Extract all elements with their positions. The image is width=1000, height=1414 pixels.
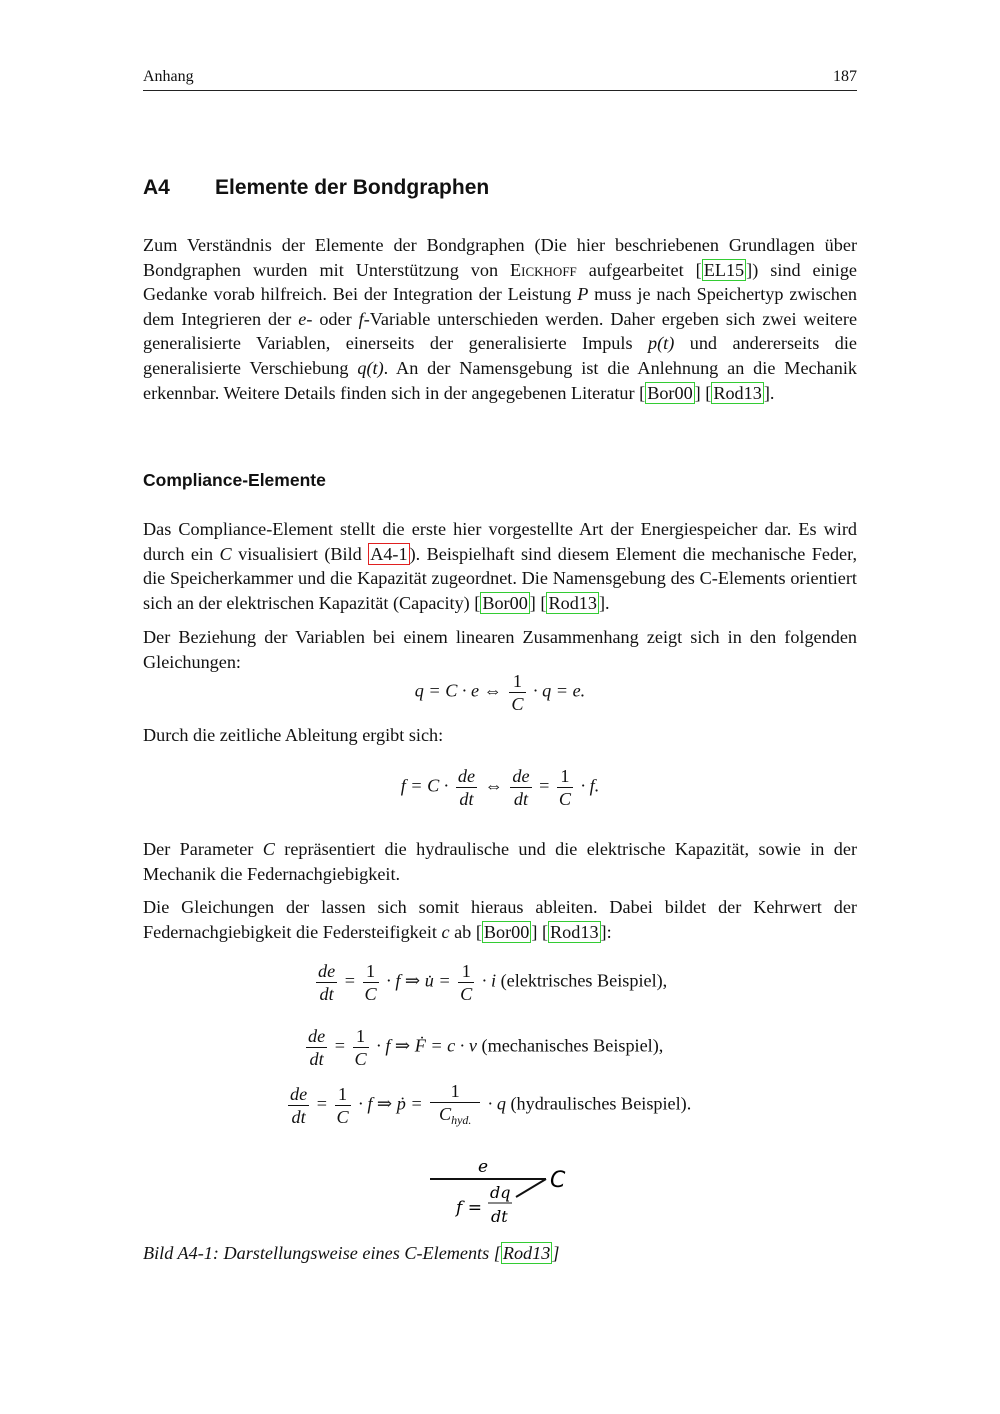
- equation-hydraulic: $\frac{de}{dt}$ = $\frac{1}{C}$ · f ⇒ ṗ = $\frac{1}{C_{hyd.}}$ · q (hydraulisches Beispiel).: [290, 1081, 692, 1127]
- header-chapter: Anhang: [143, 68, 194, 85]
- compliance-paragraph: Das Compliance-Element stellt die erste hier vorgestellte Art der Energiespeicher dar. Es wird durch ein C visualisiert (Bild A4-1 ). Beispielhaft sind diesem Element die mechanische Feder, die Speicherkammer und die Kapazität zugeordnet. Die Namensgebung des C-Elements orientiert sich an der elektrischen Kapazität (Capacity) [ Bor00 ] [ Rod13 ].: [143, 519, 857, 613]
- citation-link[interactable]: Bor00: [482, 592, 528, 613]
- relation-paragraph: Der Beziehung der Variablen bei einem linearen Zusammenhang zeigt sich in den folgenden Gleichungen:: [143, 627, 857, 672]
- subsection-heading: Compliance-Elemente: [143, 470, 326, 490]
- spring-paragraph: Die Gleichungen der lassen sich somit hieraus ableiten. Dabei bildet der Kehrwert der Federnachgiebigkeit die Federsteifigkeit c ab [ Bor00 ] [ Rod13 ]:: [143, 897, 857, 942]
- parameter-paragraph: Der Parameter C repräsentiert die hydraulische und die elektrische Kapazität, sowie in der Mechanik die Federnachgiebigkeit.: [143, 839, 858, 884]
- section-heading: [143, 176, 489, 200]
- citation-link[interactable]: Rod13: [713, 382, 762, 403]
- author-name: Eickhoff: [510, 259, 577, 280]
- bond-half-arrow: [516, 1179, 546, 1197]
- section-number: A4: [143, 176, 170, 199]
- intro-paragraph: Zum Verständnis der Elemente der Bondgraphen (Die hier beschriebenen Grundlagen über Bondgraphen wurden mit Unterstützung von Eickhoff aufgearbeitet [ EL15 ]) sind einige Gedanke vorab hilfreich. Bei der Integration der Leistung P muss je nach Speichertyp zwischen dem Integrieren der e- oder f-Variable unterschieden werden. Daher ergeben sich zwei weitere generalisierte Variablen, einerseits der generalisierte Impuls p(t) und andererseits die generalisierte Verschiebung q(t). An der Namensgebung ist die Anlehnung an die Mechanik erkennbar. Weitere Details finden sich in der angegebenen Literatur [ Bor00 ] [ Rod13 ].: [143, 235, 858, 403]
- citation-link[interactable]: Rod13: [502, 1243, 551, 1263]
- c-element-label: C: [550, 1168, 566, 1193]
- citation-link[interactable]: EL15: [703, 259, 745, 280]
- section-title: Elemente der Bondgraphen: [215, 176, 490, 199]
- c-element-figure: [428, 1152, 588, 1232]
- flow-numerator: dq: [490, 1183, 511, 1202]
- citation-link[interactable]: Rod13: [550, 921, 599, 942]
- figure-reference-link[interactable]: A4-1: [370, 543, 408, 564]
- derivative-paragraph: Durch die zeitliche Ableitung ergibt sich:: [143, 725, 444, 745]
- flow-denominator: dt: [491, 1207, 508, 1226]
- bond-graph-diagram: [428, 1152, 588, 1232]
- citation-link[interactable]: Bor00: [647, 382, 693, 403]
- equation-2: f = C · $\frac{de}{dt}$ ⇔ $\frac{de}{dt}$ = $\frac{1}{C}$ · f.: [400, 766, 600, 809]
- equation-1: q = C · e ⇔ $\frac{1}{C}$ · q = e.: [414, 671, 586, 714]
- equation-electric: $\frac{de}{dt}$ = $\frac{1}{C}$ · f ⇒ u̇ = $\frac{1}{C}$ · i (elektrisches Beispiel),: [318, 961, 668, 1004]
- effort-label: e: [478, 1157, 489, 1177]
- flow-label: f =: [456, 1198, 482, 1218]
- running-header: [143, 66, 857, 91]
- citation-link[interactable]: Bor00: [483, 921, 530, 942]
- page-number: 187: [833, 68, 857, 85]
- citation-link[interactable]: Rod13: [548, 592, 597, 613]
- figure-caption: Bild A4-1: Darstellungsweise eines C-Elements [ Rod13 ]: [143, 1243, 560, 1263]
- equation-mechanic: $\frac{de}{dt}$ = $\frac{1}{C}$ · f ⇒ Ḟ = c · v (mechanisches Beispiel),: [308, 1026, 664, 1069]
